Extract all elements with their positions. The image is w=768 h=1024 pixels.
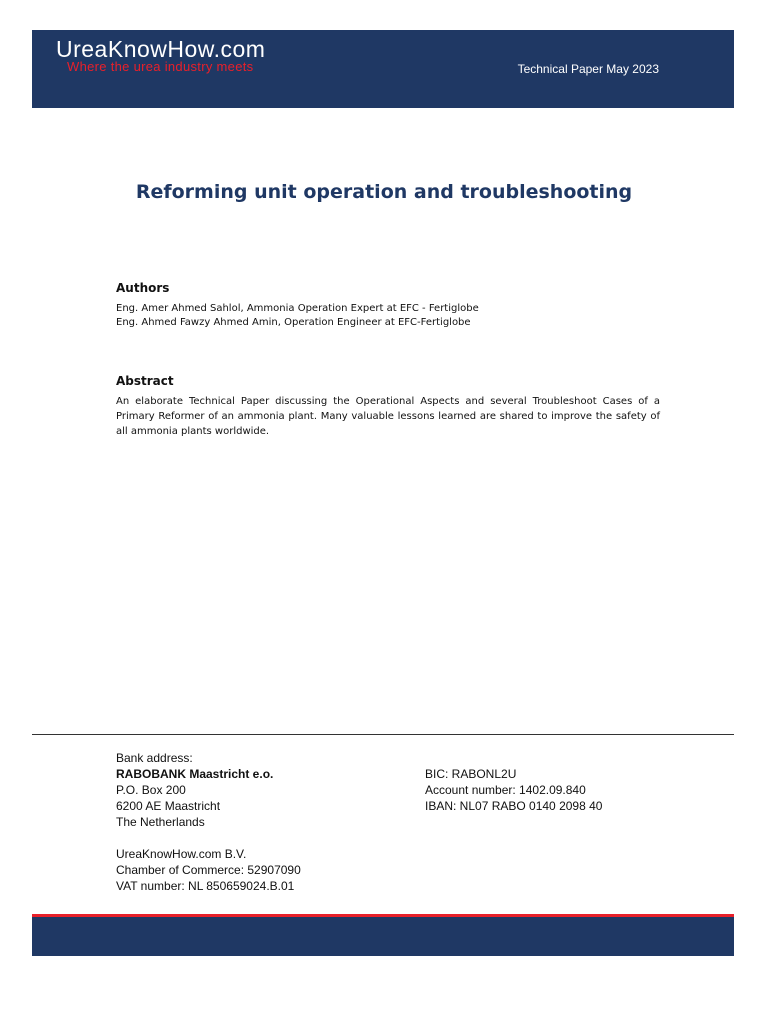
abstract-heading: Abstract [116,374,174,388]
footer-divider [32,734,734,735]
bank-label: Bank address: [116,751,193,765]
bank-bic: BIC: RABONL2U [425,767,517,781]
bank-account-number: Account number: 1402.09.840 [425,783,586,797]
footer-banner [32,914,734,956]
bank-name: RABOBANK Maastricht e.o. [116,767,274,781]
paper-label: Technical Paper May 2023 [517,62,659,76]
abstract-text: An elaborate Technical Paper discussing the Operational Aspects and several Troubleshoot Cases of a Primary Reformer of an ammonia plant. Many valuable lessons learned are shared to improve the safety of all ammonia plants worldwide. [116,396,660,437]
bank-address-line: 6200 AE Maastricht [116,799,221,813]
bank-address-line: The Netherlands [116,815,205,829]
chamber-of-commerce: Chamber of Commerce: 52907090 [116,863,301,877]
company-name: UreaKnowHow.com B.V. [116,847,247,861]
page-title: Reforming unit operation and troubleshooting [135,181,633,203]
brand-name: UreaKnowHow.com [56,36,266,62]
author-line: Eng. Amer Ahmed Sahlol, Ammonia Operation Expert at EFC - Fertiglobe [116,303,479,314]
author-line: Eng. Ahmed Fawzy Ahmed Amin, Operation Engineer at EFC-Fertiglobe [116,317,471,328]
authors-heading: Authors [116,281,170,295]
header-banner [32,30,734,108]
vat-number: VAT number: NL 850659024.B.01 [116,879,295,893]
brand-tagline: Where the urea industry meets [67,59,254,74]
bank-iban: IBAN: NL07 RABO 0140 2098 40 [425,799,603,813]
bank-address-line: P.O. Box 200 [116,783,186,797]
